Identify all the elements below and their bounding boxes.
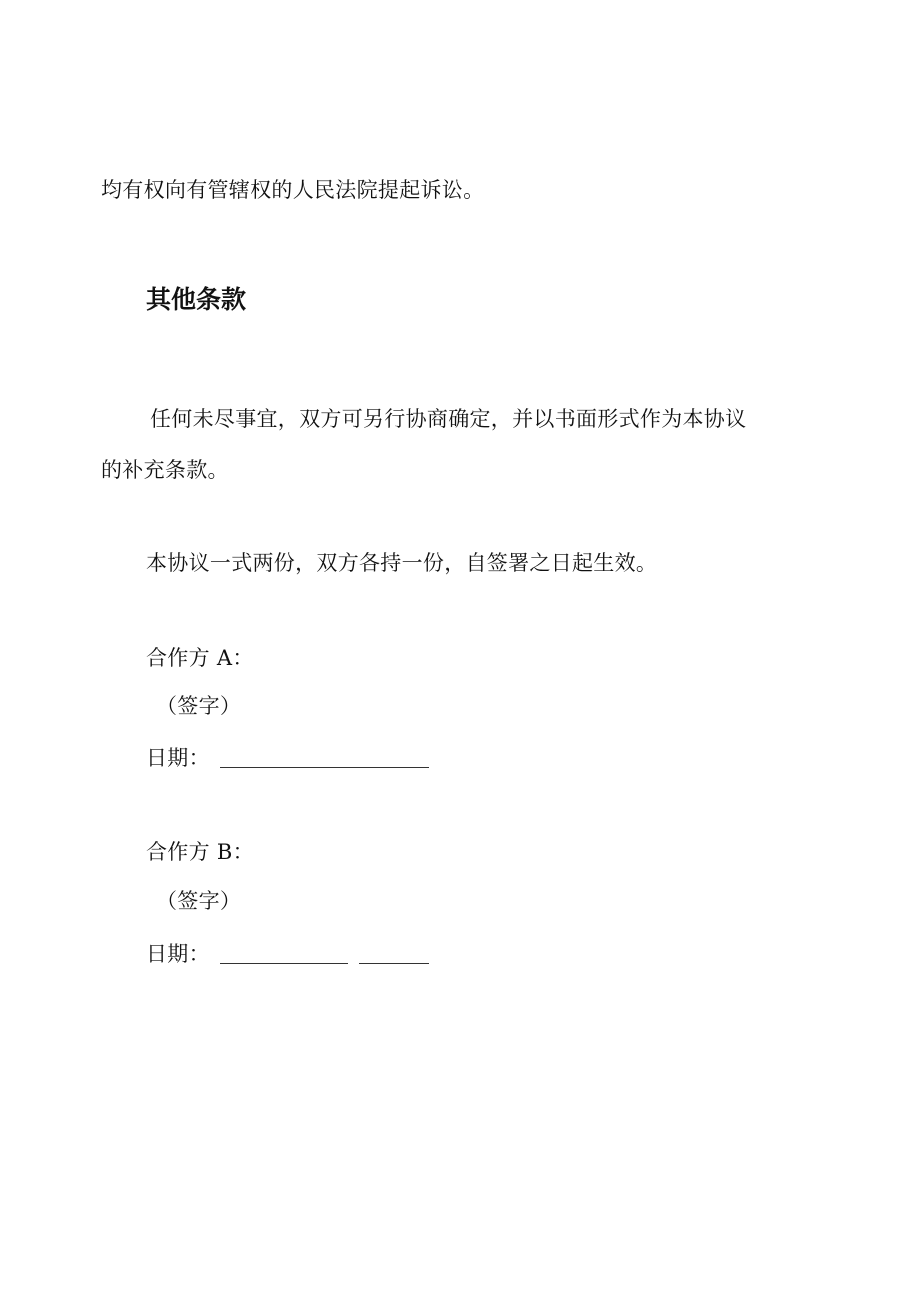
carryover-text: 均有权向有管辖权的人民法院提起诉讼。 — [101, 178, 485, 202]
paragraph-1-line-1: 任何未尽事宜，双方可另行协商确定，并以书面形式作为本协议 — [150, 407, 747, 431]
party-b-date-blank-1[interactable] — [220, 942, 348, 964]
paragraph-1-line-2: 的补充条款。 — [101, 458, 229, 482]
party-a-label: 合作方 A： — [146, 646, 254, 670]
party-b-date-label: 日期： — [146, 942, 210, 966]
party-b-label: 合作方 B： — [146, 840, 254, 864]
paragraph-2: 本协议一式两份，双方各持一份，自签署之日起生效。 — [146, 551, 658, 575]
party-b-sign-label: （签字） — [156, 889, 242, 913]
party-b-date-blank-2[interactable] — [359, 942, 429, 964]
party-a-sign-label: （签字） — [156, 694, 242, 718]
section-heading: 其他条款 — [146, 285, 247, 314]
party-a-date-label: 日期： — [146, 746, 210, 770]
party-a-date-blank[interactable] — [220, 746, 429, 768]
